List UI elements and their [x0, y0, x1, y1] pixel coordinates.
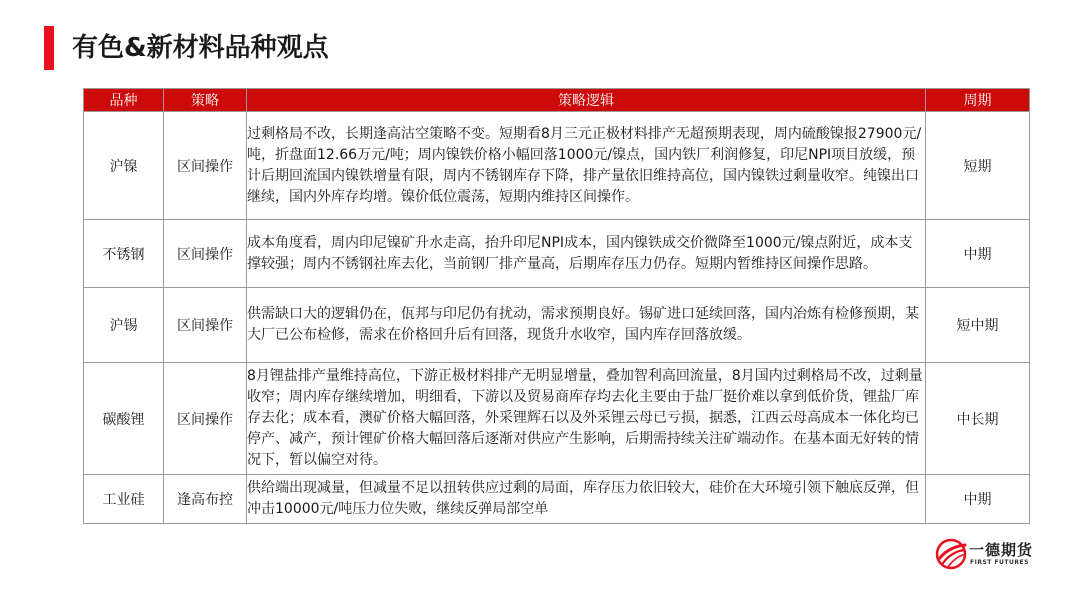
cell-period: 中长期	[926, 363, 1030, 475]
cell-strategy: 区间操作	[164, 288, 247, 363]
title-accent-bar	[44, 26, 54, 70]
logo-mark-icon	[934, 537, 968, 571]
cell-strategy: 区间操作	[164, 220, 247, 288]
cell-logic: 8月锂盐排产量维持高位，下游正极材料排产无明显增量，叠加智利高回流量，8月国内过剩格局不改，过剩量收窄；周内库存继续增加，明细看，下游以及贸易商库存均去化主要由于盐厂挺价难以拿到低价货，锂盐厂库存去化；成本看，澳矿价格大幅回落，外采锂辉石以及外采锂云母已亏损，据悉，江西云母高成本一体化均已停产、减产，预计锂矿价格大幅回落后逐渐对供应产生影响，后期需持续关注矿端动作。在基本面无好转的情况下，暂以偏空对待。	[247, 363, 926, 475]
page-title: 有色&新材料品种观点	[72, 33, 329, 63]
cell-strategy: 区间操作	[164, 112, 247, 220]
cell-logic: 供给端出现减量，但减量不足以扭转供应过剩的局面，库存压力依旧较大，硅价在大环境引领下触底反弹，但冲击10000元/吨压力位失败，继续反弹局部空单	[247, 475, 926, 524]
cell-period: 短期	[926, 112, 1030, 220]
strategy-table	[83, 88, 1030, 524]
table-row	[84, 288, 1030, 363]
cell-period: 中期	[926, 220, 1030, 288]
table-row	[84, 112, 1030, 220]
header-variety: 品种	[84, 89, 164, 112]
table-row	[84, 475, 1030, 524]
cell-strategy: 逢高布控	[164, 475, 247, 524]
cell-variety: 工业硅	[84, 475, 164, 524]
table-row	[84, 220, 1030, 288]
cell-logic: 过剩格局不改，长期逢高沽空策略不变。短期看8月三元正极材料排产无超预期表现，周内硫酸镍报27900元/吨，折盘面12.66万元/吨；周内镍铁价格小幅回落1000元/镍点，国内铁厂利润修复，印尼NPI项目放缓，预计后期回流国内镍铁增量有限，周内不锈钢库存下降，排产量依旧维持高位，国内镍铁过剩量收窄。纯镍出口继续，国内外库存均增。镍价低位震荡，短期内维持区间操作。	[247, 112, 926, 220]
cell-period: 短中期	[926, 288, 1030, 363]
cell-strategy: 区间操作	[164, 363, 247, 475]
cell-logic: 供需缺口大的逻辑仍在，佤邦与印尼仍有扰动，需求预期良好。锡矿进口延续回落，国内冶炼有检修预期，某大厂已公布检修，需求在价格回升后有回落，现货升水收窄，国内库存回落放缓。	[247, 288, 926, 363]
cell-variety: 沪镍	[84, 112, 164, 220]
logo-name-cn: 一德期货	[969, 541, 1034, 559]
company-logo	[934, 537, 1044, 573]
cell-variety: 碳酸锂	[84, 363, 164, 475]
cell-variety: 不锈钢	[84, 220, 164, 288]
header-period: 周期	[926, 89, 1030, 112]
logo-name-en: FIRST FUTURES	[970, 559, 1029, 566]
table-header-row	[84, 89, 1030, 112]
header-strategy: 策略	[164, 89, 247, 112]
header-logic: 策略逻辑	[247, 89, 926, 112]
cell-logic: 成本角度看，周内印尼镍矿升水走高，抬升印尼NPI成本，国内镍铁成交价微降至1000元/镍点附近，成本支撑较强；周内不锈钢社库去化，当前钢厂排产量高，后期库存压力仍存。短期内暂维持区间操作思路。	[247, 220, 926, 288]
cell-period: 中期	[926, 475, 1030, 524]
cell-variety: 沪锡	[84, 288, 164, 363]
table-row	[84, 363, 1030, 475]
